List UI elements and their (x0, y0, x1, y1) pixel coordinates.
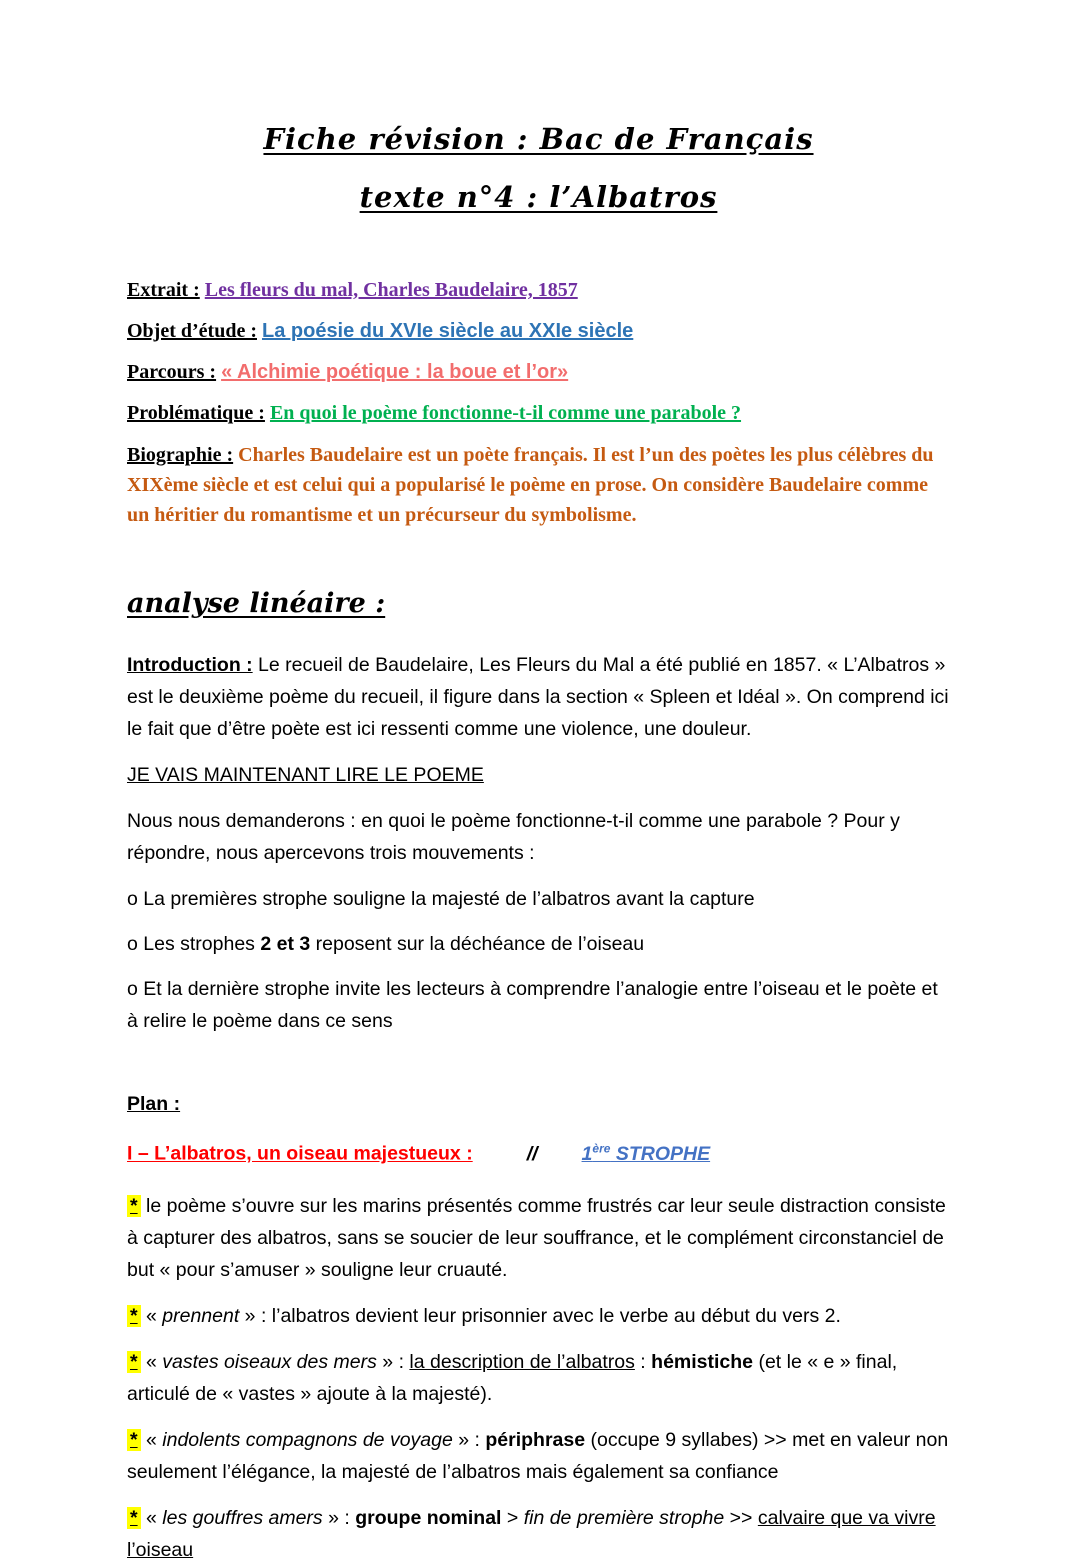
plan-part1-title: I – L’albatros, un oiseau majestueux : (127, 1142, 473, 1165)
bullet-2-quote: prennent (162, 1304, 240, 1327)
bullet-5-underlined: calvaire que va vivre l’oiseau (127, 1506, 936, 1561)
title-text-1: Fiche révision : Bac de Français (263, 122, 814, 156)
movement-3-prefix: o (127, 978, 144, 1000)
bullet-5-bold-term: groupe nominal (355, 1506, 502, 1529)
bullet-1 (127, 1190, 950, 1286)
question-text: Nous nous demanderons : en quoi le poème fonctionne-t-il comme une parabole ? Pour y répondre, nous apercevons trois mouvements : (127, 810, 900, 864)
bullet-5-gt: > (501, 1506, 524, 1529)
highlighted-asterisk: * (127, 1507, 141, 1529)
highlighted-asterisk: * (127, 1195, 141, 1217)
bullet-3-bold-term: hémistiche (651, 1350, 754, 1373)
plan-separator: // (526, 1142, 538, 1165)
parcours-value: « Alchimie poétique : la boue et l’or» (221, 361, 569, 383)
introduction-text: Le recueil de Baudelaire, Les Fleurs du Mal a été publié en 1857. « L’Albatros » est le deuxième poème du recueil, il figure dans la section « Spleen et Idéal ». On comprend ici le fait que d’être poète est ici ressenti comme une violence, une douleur. (127, 654, 949, 740)
bullet-5 (127, 1502, 950, 1566)
bullet-5-arrows: >> (724, 1506, 758, 1529)
bullet-3-open: « (140, 1350, 163, 1373)
strophe-ordinal-suffix: ère (592, 1141, 611, 1155)
plan-part1-row (127, 1132, 950, 1170)
movement-2-pre: Les strophes (143, 933, 261, 955)
bullet-3-colon: : (634, 1350, 652, 1373)
biographie-label: Biographie : (127, 444, 234, 466)
bullet-5-quote: les gouffres amers (162, 1506, 323, 1529)
extrait-line (127, 276, 950, 304)
bullet-4-open: « (140, 1428, 163, 1451)
reading-announcement-text: JE VAIS MAINTENANT LIRE LE POEME (127, 764, 484, 786)
bullet-4-quote: indolents compagnons de voyage (162, 1428, 453, 1451)
movement-2 (127, 928, 950, 960)
objet-etude-line (127, 317, 950, 345)
movement-1-text: La premières strophe souligne la majesté de l’albatros avant la capture (143, 888, 755, 910)
objet-etude-value: La poésie du XVIe siècle au XXIe siècle (261, 320, 634, 342)
movement-2-post: reposent sur la déchéance de l’oiseau (310, 933, 645, 955)
bullet-5-close: » : (322, 1506, 356, 1529)
bullet-4-close: » : (452, 1428, 486, 1451)
highlighted-asterisk: * (127, 1429, 141, 1451)
bullet-2-open: « (140, 1304, 163, 1327)
movement-3-text: Et la dernière strophe invite les lecteurs à comprendre l’analogie entre l’oiseau et le poète et à relire le poème dans ce sens (127, 978, 938, 1032)
strophe-number: 1 (581, 1142, 593, 1165)
introduction-label: Introduction : (127, 654, 253, 676)
plan-heading (127, 1093, 950, 1116)
biographie-line (127, 440, 950, 530)
bullet-4 (127, 1424, 950, 1488)
bullet-2 (127, 1300, 950, 1332)
biographie-value: Charles Baudelaire est un poète français. Il est l’un des poètes les plus célèbres du XIXème siècle et est celui qui a popularisé le poème en prose. On considère Baudelaire comme un héritier du romantisme et un précurseur du symbolisme. (127, 444, 934, 526)
bullet-3 (127, 1346, 950, 1410)
plan-heading-text: Plan : (127, 1093, 181, 1115)
plan-strophe-ref (582, 1143, 711, 1165)
question-paragraph (127, 805, 950, 869)
document-title-line2 (127, 180, 950, 214)
highlighted-asterisk: * (127, 1305, 141, 1327)
movement-2-prefix: o (127, 933, 144, 955)
problematique-line (127, 399, 950, 427)
bullet-3-underlined: la description de l’albatros (409, 1350, 635, 1373)
extrait-value: Les fleurs du mal, Charles Baudelaire, 1857 (204, 279, 578, 301)
document-title-line1 (127, 122, 950, 156)
reading-announcement (127, 759, 950, 791)
bullet-1-text: le poème s’ouvre sur les marins présentés comme frustrés car leur seule distraction consiste à capturer des albatros, sans se soucier de leur souffrance, et le complément circonstanciel de but « pour s’amuser » souligne leur cruauté. (127, 1194, 946, 1281)
movement-3 (127, 973, 950, 1037)
movement-1-prefix: o (127, 888, 144, 910)
highlighted-asterisk: * (127, 1351, 141, 1373)
bullet-3-quote: vastes oiseaux des mers (162, 1350, 377, 1373)
movement-2-bold: 2 et 3 (260, 933, 311, 955)
bullet-5-italic: fin de première strophe (523, 1506, 725, 1529)
bullet-3-rest: (et le « e » final, articulé de « vastes » ajoute à la majesté). (127, 1350, 898, 1405)
bullet-4-bold-term: périphrase (485, 1428, 586, 1451)
parcours-label: Parcours : (127, 361, 217, 383)
metadata-block (127, 276, 950, 530)
objet-etude-label: Objet d’étude : (127, 320, 257, 342)
problematique-label: Problématique : (127, 402, 265, 424)
analyse-lineaire-text: analyse linéaire : (127, 588, 386, 619)
bullet-2-close: » : (239, 1304, 272, 1327)
analyse-lineaire-heading (127, 588, 950, 619)
title-text-2: texte n°4 : l’Albatros (359, 180, 718, 214)
problematique-value: En quoi le poème fonctionne-t-il comme une parabole ? (269, 402, 742, 424)
introduction-paragraph (127, 649, 950, 745)
strophe-word: STROPHE (610, 1142, 711, 1165)
bullet-3-close: » : (376, 1350, 410, 1373)
bullet-2-rest: l’albatros devient leur prisonnier avec le verbe au début du vers 2. (271, 1304, 841, 1327)
bullet-4-rest: (occupe 9 syllabes) >> met en valeur non seulement l’élégance, la majesté de l’albatros mais également sa confiance (127, 1428, 949, 1483)
bullet-5-open: « (140, 1506, 163, 1529)
extrait-label: Extrait : (127, 279, 200, 301)
movement-1 (127, 883, 950, 915)
parcours-line (127, 358, 950, 386)
